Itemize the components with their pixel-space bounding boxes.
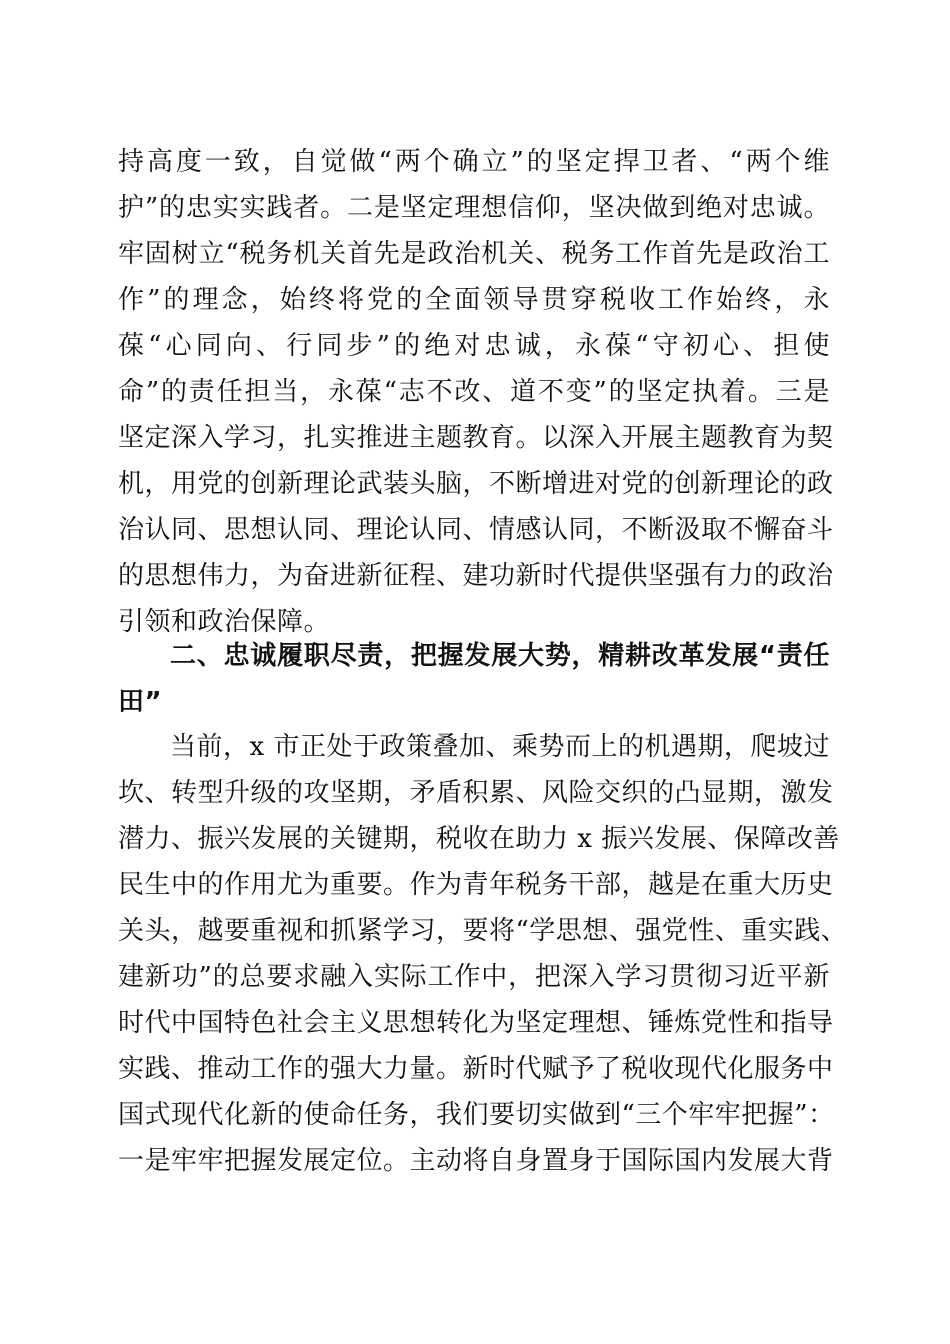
text-line: 持高度一致，自觉做“两个确立”的坚定捍卫者、“两个维 — [118, 147, 830, 177]
text-line: 一是牢牢把握发展定位。主动将自身置身于国际国内发展大背 — [118, 1146, 834, 1176]
text-line: 的思想伟力，为奋进新征程、建功新时代提供坚强有力的政治 — [118, 561, 834, 591]
text-line: 护”的忠实实践者。二是坚定理想信仰，坚决做到绝对忠诚。 — [118, 193, 830, 223]
text-line: 机，用党的创新理论武装头脑，不断增进对党的创新理论的政 — [118, 469, 834, 499]
text-line: 建新功”的总要求融入实际工作中，把深入学习贯彻习近平新 — [118, 962, 830, 992]
heading-line: 田” — [118, 687, 163, 717]
text-line: 潜力、振兴发展的关键期，税收在助力 x 振兴发展、保障改善 — [118, 824, 840, 854]
heading-line: 二、忠诚履职尽责，把握发展大势，精耕改革发展“责任 — [170, 641, 830, 671]
text-line: 作”的理念，始终将党的全面领导贯穿税收工作始终，永 — [118, 285, 830, 315]
text-line: 葆“心同向、行同步”的绝对忠诚，永葆“守初心、担使 — [118, 331, 830, 361]
text-line: 坎、转型升级的攻坚期，矛盾积累、风险交织的凸显期，激发 — [118, 778, 834, 808]
text-line: 牢固树立“税务机关首先是政治机关、税务工作首先是政治工 — [118, 239, 830, 269]
text-line: 国式现代化新的使命任务，我们要切实做到“三个牢牢把握”： — [118, 1100, 835, 1130]
text-line: 引领和政治保障。 — [118, 607, 331, 637]
text-line: 治认同、思想认同、理论认同、情感认同，不断汲取不懈奋斗 — [118, 515, 834, 545]
text-line: 坚定深入学习，扎实推进主题教育。以深入开展主题教育为契 — [118, 423, 834, 453]
text-line: 当前，x 市正处于政策叠加、乘势而上的机遇期，爬坡过 — [170, 732, 830, 762]
body-paragraph-1 — [118, 139, 834, 645]
section-heading-2 — [118, 633, 830, 725]
text-line: 关头，越要重视和抓紧学习，要将“学思想、强党性、重实践、 — [118, 916, 848, 946]
body-paragraph-2 — [118, 724, 848, 1184]
text-line: 民生中的作用尤为重要。作为青年税务干部，越是在重大历史 — [118, 870, 834, 900]
text-line: 时代中国特色社会主义思想转化为坚定理想、锤炼党性和指导 — [118, 1008, 834, 1038]
text-line: 实践、推动工作的强大力量。新时代赋予了税收现代化服务中 — [118, 1054, 834, 1084]
text-line: 命”的责任担当，永葆“志不改、道不变”的坚定执着。三是 — [118, 377, 830, 407]
